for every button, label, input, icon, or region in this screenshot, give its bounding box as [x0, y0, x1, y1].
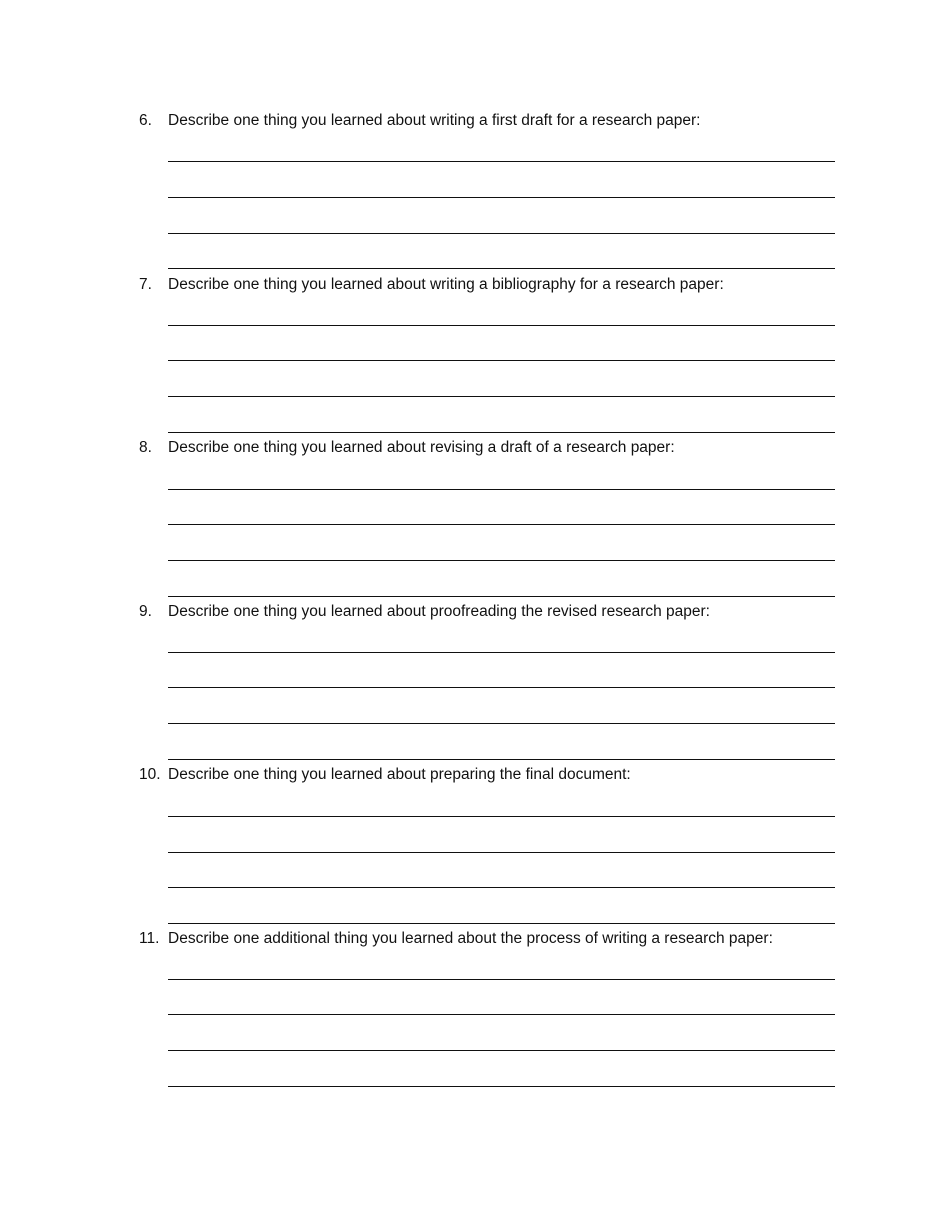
question-11 [139, 929, 839, 949]
question-number: 6. [139, 112, 152, 129]
question-number: 8. [139, 439, 152, 456]
question-9 [139, 602, 839, 622]
answer-line[interactable] [168, 759, 835, 760]
answer-line[interactable] [168, 524, 835, 525]
answer-line[interactable] [168, 979, 835, 980]
answer-line[interactable] [168, 161, 835, 162]
question-number: 7. [139, 276, 152, 293]
answer-line[interactable] [168, 596, 835, 597]
question-6 [139, 111, 839, 131]
question-number: 9. [139, 603, 152, 620]
question-prompt: Describe one thing you learned about writing a first draft for a research paper: [168, 112, 701, 129]
question-7 [139, 275, 839, 295]
answer-line[interactable] [168, 360, 835, 361]
answer-line[interactable] [168, 887, 835, 888]
answer-line[interactable] [168, 432, 835, 433]
answer-line[interactable] [168, 852, 835, 853]
question-prompt: Describe one thing you learned about revising a draft of a research paper: [168, 439, 675, 456]
answer-line[interactable] [168, 325, 835, 326]
answer-line[interactable] [168, 687, 835, 688]
answer-line[interactable] [168, 652, 835, 653]
answer-line[interactable] [168, 233, 835, 234]
answer-line[interactable] [168, 1086, 835, 1087]
answer-line[interactable] [168, 268, 835, 269]
question-10 [139, 765, 839, 785]
answer-line[interactable] [168, 489, 835, 490]
question-prompt: Describe one thing you learned about writing a bibliography for a research paper: [168, 276, 724, 293]
answer-line[interactable] [168, 197, 835, 198]
question-number: 10. [139, 766, 161, 783]
answer-line[interactable] [168, 560, 835, 561]
answer-line[interactable] [168, 816, 835, 817]
question-prompt: Describe one thing you learned about preparing the final document: [168, 766, 631, 783]
question-prompt: Describe one thing you learned about proofreading the revised research paper: [168, 603, 710, 620]
answer-line[interactable] [168, 396, 835, 397]
answer-line[interactable] [168, 1014, 835, 1015]
answer-line[interactable] [168, 723, 835, 724]
question-prompt: Describe one additional thing you learned about the process of writing a research paper: [168, 930, 773, 947]
question-number: 11. [139, 930, 160, 947]
answer-line[interactable] [168, 1050, 835, 1051]
answer-line[interactable] [168, 923, 835, 924]
question-8 [139, 438, 839, 458]
